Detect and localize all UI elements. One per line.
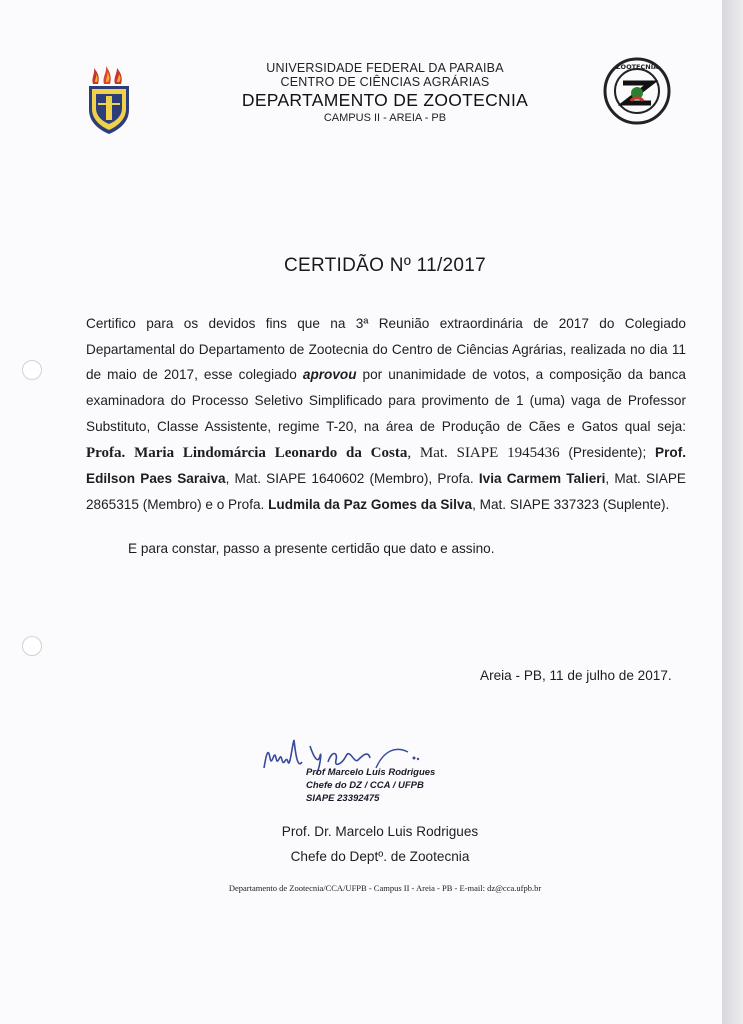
member-3-name: Ivia Carmem Talieri <box>478 471 606 487</box>
member-president-name: Profa. Maria Lindomárcia Leonardo da Costa <box>86 444 408 461</box>
closing-sentence: E para constar, passo a presente certidão que dato e assino. <box>128 541 495 556</box>
stamp-role: Chefe do DZ / CCA / UFPB <box>306 780 424 791</box>
body-selection: por unanimidade de votos, a composição da banca examinadora do Processo Seletivo Simplificado para provimento de 1 (uma) vaga de Professor Substituto, Classe Assistente, regime T-20, na área de Produção de Cães e Gatos qual seja: <box>86 367 686 434</box>
letterhead-text <box>200 61 570 125</box>
certificate-title: CERTIDÃO Nº 11/2017 <box>283 255 487 276</box>
signer-name: Prof. Dr. Marcelo Luis Rodrigues <box>281 824 479 839</box>
place-date: Areia - PB, 11 de julho de 2017. <box>480 668 672 683</box>
member-4-info: , Mat. SIAPE 337323 (Suplente). <box>472 496 670 512</box>
signer-role: Chefe do Deptº. de Zootecnia <box>290 849 470 864</box>
official-stamp <box>306 766 466 805</box>
stamp-siape: SIAPE 23392475 <box>306 793 380 804</box>
university-crest-icon <box>86 64 132 141</box>
member-president-info: , Mat. SIAPE 1945436 <box>407 444 560 461</box>
center-name: CENTRO DE CIÊNCIAS AGRÁRIAS <box>280 75 490 89</box>
member-4-name: Ludmila da Paz Gomes da Silva <box>268 496 473 512</box>
certificate-body <box>86 311 686 518</box>
letterhead <box>0 0 722 140</box>
footer-contact: Departamento de Zootecnia/CCA/UFPB - Campus II - Areia - PB - E-mail: dz@cca.ufpb.br <box>228 883 542 893</box>
stamp-name: Prof Marcelo Luis Rodrigues <box>306 767 436 778</box>
department-name: DEPARTAMENTO DE ZOOTECNIA <box>241 90 529 110</box>
member-president-role: (Presidente); <box>559 444 656 460</box>
member-3-info: , Mat. SIAPE 2865315 (Membro) e o Profa. <box>86 471 686 512</box>
body-approved: aprovou <box>302 367 357 383</box>
university-name: UNIVERSIDADE FEDERAL DA PARAIBA <box>266 61 504 75</box>
scan-edge <box>722 0 743 1024</box>
seal-text: ZOOTECNIA <box>615 63 659 71</box>
body-intro: Certifico para os devidos fins que na 3ª Reunião extraordinária de 2017 do Colegiado Departamental do Departamento de Zootecnia do Centro de Ciências Agrárias, realizada no dia 11 de maio de 2017, esse colegiado <box>86 316 686 383</box>
zootecnia-seal-icon <box>603 57 671 130</box>
punch-hole <box>22 360 42 380</box>
member-2-name: Prof. Edilson Paes Saraiva <box>86 444 687 487</box>
punch-hole <box>22 636 42 656</box>
member-2-info: , Mat. SIAPE 1640602 (Membro), Profa. <box>225 471 479 487</box>
campus-name: CAMPUS II - AREIA - PB <box>323 112 447 124</box>
signer-block <box>260 819 500 869</box>
